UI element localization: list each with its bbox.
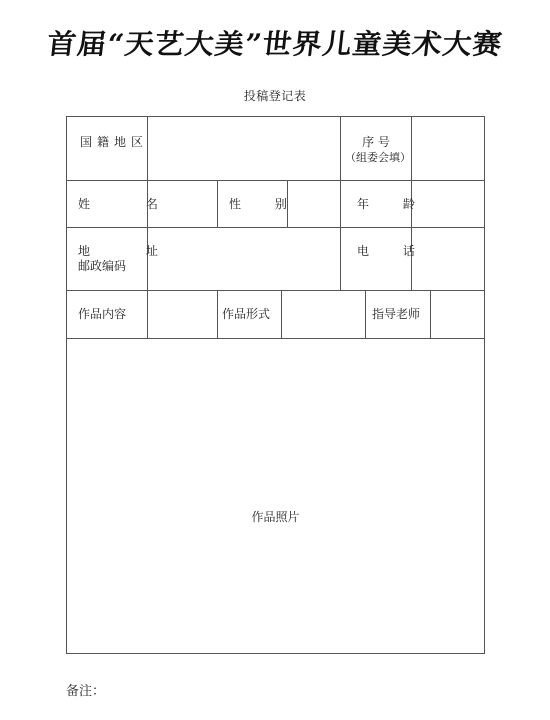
serial-number-note: （组委会填）	[345, 151, 411, 164]
registration-form-table	[66, 116, 485, 654]
name-field[interactable]	[148, 181, 217, 227]
phone-field[interactable]	[412, 228, 484, 290]
artwork-format-label: 作品形式	[222, 307, 271, 321]
column-divider	[340, 227, 341, 290]
artwork-content-field[interactable]	[148, 291, 217, 338]
artwork-content-label: 作品内容	[78, 307, 127, 321]
nationality-field[interactable]	[148, 117, 340, 180]
phone-label: 电 话	[357, 244, 430, 258]
serial-number-field[interactable]	[412, 117, 484, 180]
gender-field[interactable]	[288, 181, 340, 227]
instructor-label: 指导老师	[372, 307, 421, 321]
column-divider	[365, 290, 366, 338]
artwork-photo-label: 作品照片	[251, 510, 300, 524]
column-divider	[340, 180, 341, 227]
address-postcode-field[interactable]	[148, 228, 340, 290]
form-title: 投稿登记表	[243, 89, 307, 103]
column-divider	[340, 117, 341, 180]
address-label: 地 址	[78, 244, 184, 258]
row-divider	[67, 290, 484, 291]
artwork-photo-area[interactable]	[67, 339, 484, 653]
nationality-label: 国籍地区	[80, 135, 149, 149]
notes-label: 备注：	[66, 684, 106, 699]
contest-banner-title: 首届“天艺大美”世界儿童美术大赛	[45, 27, 505, 61]
age-label: 年 龄	[357, 197, 430, 211]
column-divider	[217, 180, 218, 227]
name-label: 姓 名	[78, 197, 184, 211]
artwork-format-field[interactable]	[282, 291, 365, 338]
column-divider	[217, 290, 218, 338]
gender-label: 性 别	[229, 197, 302, 211]
age-field[interactable]	[412, 181, 484, 227]
postcode-label: 邮政编码	[78, 259, 127, 273]
instructor-field[interactable]	[431, 291, 484, 338]
serial-number-label: 序 号	[362, 135, 390, 149]
